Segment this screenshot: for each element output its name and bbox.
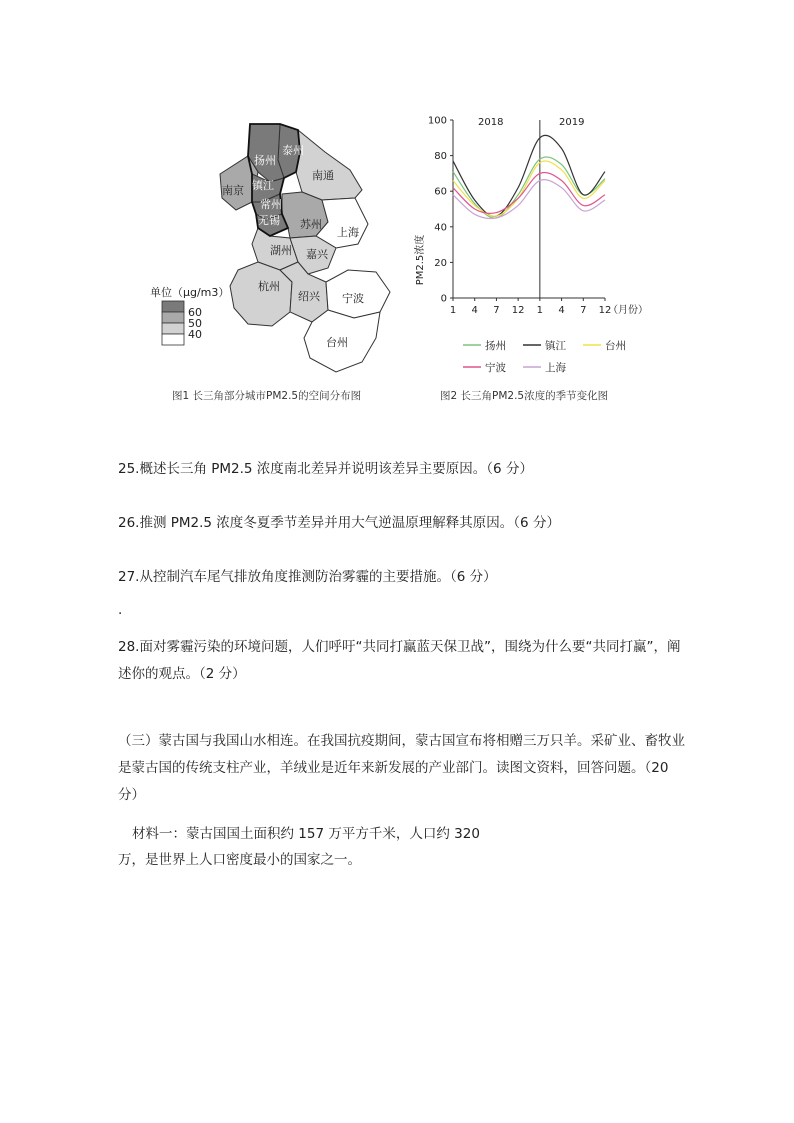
year-label-2019: 2019: [559, 117, 585, 128]
legend-label-4: 上海: [545, 362, 566, 374]
chart-tick-labels: [428, 116, 611, 317]
map-label-changzhou: 常州: [260, 198, 282, 211]
x-tick-label: 7: [580, 305, 587, 316]
y-tick-label: 40: [434, 222, 447, 234]
map-label-zhenjiang: 镇江: [252, 179, 274, 192]
map-label-wuxi: 无锡: [258, 214, 280, 227]
x-tick-label: 12: [511, 305, 525, 316]
legend-swatch-60plus: [162, 301, 184, 312]
chart-legend: [463, 339, 626, 374]
region-nantong: [296, 130, 362, 200]
legend-level-60: 60: [188, 306, 202, 319]
question-25: 25.概述长三角 PM2.5 浓度南北差异并说明该差异主要原因。（6 分）: [118, 461, 533, 477]
stray-dot: .: [118, 602, 123, 618]
pm25-season-chart: [405, 110, 660, 395]
legend-level-50: 50: [188, 317, 202, 330]
legend-swatch-below40: [162, 334, 184, 345]
question-27: 27.从控制汽车尾气排放角度推测防治雾霾的主要措施。（6 分）: [118, 569, 497, 585]
chart-ylabel: PM2.5浓度: [415, 234, 426, 286]
question-26: 26.推测 PM2.5 浓度冬夏季节差异并用大气逆温原理解释其原因。（6 分）: [118, 515, 560, 531]
map-label-nantong: 南通: [312, 169, 334, 182]
legend-level-40: 40: [188, 328, 202, 341]
legend-label-3: 宁波: [485, 362, 506, 374]
material-1-line1: 材料一：蒙古国国土面积约 157 万平方千米，人口约 320: [132, 826, 480, 842]
y-tick-label: 80: [434, 151, 447, 163]
series-line-0: [453, 157, 605, 218]
figure2-caption: 图2 长三角PM2.5浓度的季节变化图: [440, 390, 609, 402]
map-regions: [220, 124, 390, 372]
x-tick-label: 1: [536, 305, 544, 316]
series-line-2: [453, 161, 605, 216]
y-tick-label: 60: [434, 186, 447, 198]
legend-label-0: 扬州: [485, 340, 506, 352]
map-label-shaoxing: 绍兴: [298, 290, 320, 303]
y-tick-label: 0: [440, 293, 447, 305]
x-tick-label: 4: [558, 305, 565, 316]
map-label-taizhou-zj: 台州: [326, 336, 348, 349]
map-label-taizhou-js: 泰州: [282, 144, 304, 157]
map-legend: [150, 286, 229, 345]
legend-label-1: 镇江: [545, 340, 566, 352]
map-label-nanjing: 南京: [222, 184, 244, 197]
material-1-line2: 万，是世界上人口密度最小的国家之一。: [118, 852, 361, 868]
x-tick-label: 12: [598, 305, 612, 316]
year-label-2018: 2018: [478, 117, 504, 128]
chart-xunit: （月份）: [608, 305, 648, 316]
chart-series-lines: [453, 135, 605, 218]
x-tick-label: 4: [471, 305, 478, 316]
map-label-suzhou: 苏州: [300, 218, 322, 231]
map-legend-title: 单位（μg/m3）: [150, 286, 230, 299]
legend-swatch-50-60: [162, 312, 184, 323]
map-label-yangzhou: 扬州: [254, 154, 276, 167]
map-label-huzhou: 湖州: [270, 244, 292, 257]
question-28: 28.面对雾霾污染的环境问题，人们呼吁“共同打赢蓝天保卫战”，围绕为什么要“共同打赢”，阐述你的观点。（2 分）: [118, 639, 681, 682]
section-three-intro: （三）蒙古国与我国山水相连。在我国抗疫期间，蒙古国宣布将相赠三万只羊。采矿业、畜牧业是蒙古国的传统支柱产业，羊绒业是近年来新发展的产业部门。读图文资料，回答问题。（20 分）: [118, 733, 685, 803]
legend-label-2: 台州: [605, 340, 626, 352]
legend-swatch-40-50: [162, 323, 184, 334]
x-tick-label: 1: [449, 305, 457, 316]
y-tick-label: 100: [427, 115, 447, 127]
x-tick-label: 7: [493, 305, 500, 316]
map-label-jiaxing: 嘉兴: [306, 248, 328, 261]
y-tick-label: 20: [434, 257, 447, 269]
map-label-hangzhou: 杭州: [258, 280, 280, 293]
map-label-ningbo: 宁波: [342, 292, 364, 305]
map-label-shanghai: 上海: [337, 226, 359, 239]
figure1-caption: 图1 长三角部分城市PM2.5的空间分布图: [172, 390, 362, 402]
pm25-map-figure: [140, 112, 405, 392]
